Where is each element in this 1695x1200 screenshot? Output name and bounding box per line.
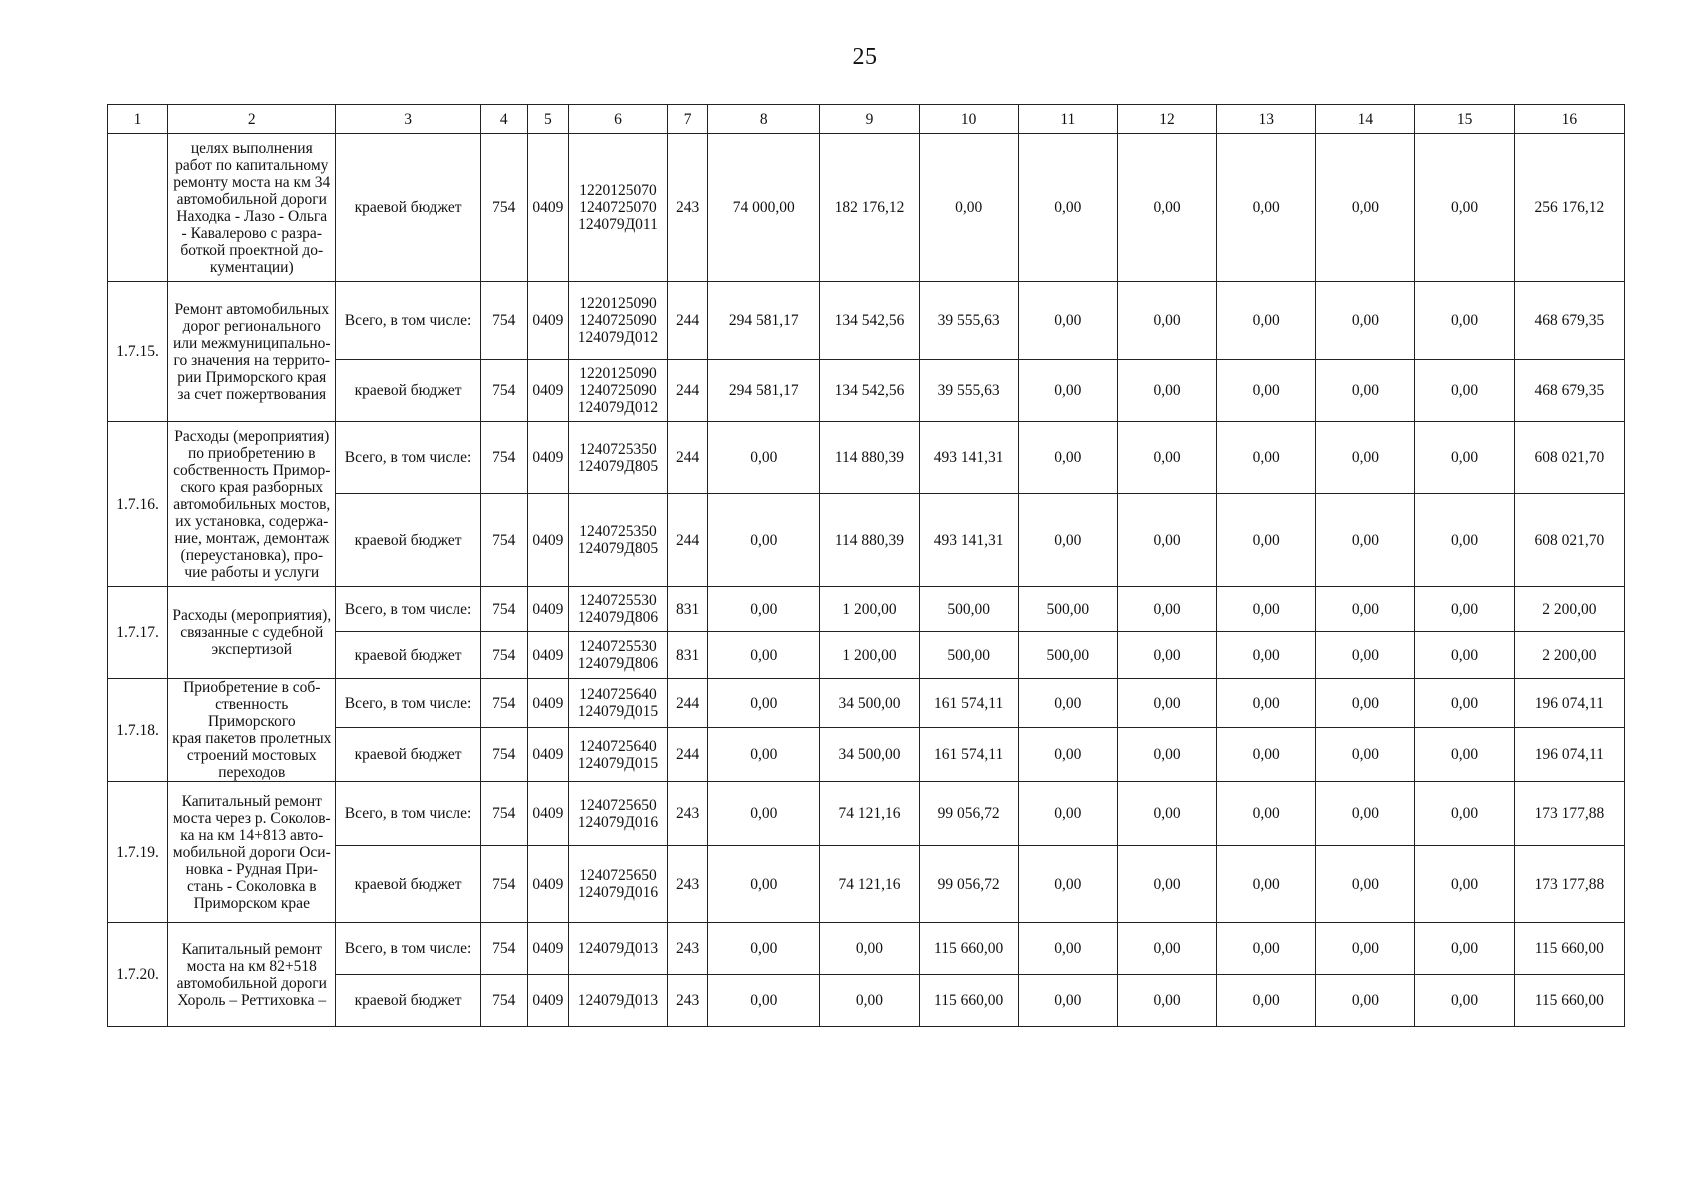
year-amount: 0,00: [1018, 728, 1117, 782]
expense-type-code: 831: [668, 587, 708, 632]
ministry-code: 754: [480, 494, 527, 587]
year-amount: 500,00: [919, 632, 1018, 679]
year-amount: 0,00: [708, 679, 820, 728]
funding-source: краевой бюджет: [336, 360, 480, 422]
year-amount: 0,00: [1316, 282, 1415, 360]
expense-type-code: 244: [668, 422, 708, 494]
section-code: 0409: [527, 632, 568, 679]
year-amount: 0,00: [1217, 587, 1316, 632]
item-name: Капитальный ремонт моста через р. Соколов- ка на км 14+813 авто- мобильной дороги Оси- новка - Рудная При- стань - Соколовка в Приморском крае: [168, 782, 336, 923]
table-row: [108, 494, 1625, 587]
item-number: 1.7.15.: [108, 282, 168, 422]
item-number: 1.7.17.: [108, 587, 168, 679]
year-amount: 0,00: [1316, 975, 1415, 1027]
total-amount: 115 660,00: [1514, 923, 1624, 975]
funding-source: краевой бюджет: [336, 134, 480, 282]
funding-source: краевой бюджет: [336, 846, 480, 923]
year-amount: 0,00: [708, 923, 820, 975]
total-amount: 196 074,11: [1514, 728, 1624, 782]
year-amount: 0,00: [708, 782, 820, 846]
year-amount: 0,00: [1018, 846, 1117, 923]
total-amount: 468 679,35: [1514, 282, 1624, 360]
expense-type-code: 244: [668, 728, 708, 782]
target-article-code: 1220125090 1240725090 124079Д012: [568, 360, 667, 422]
item-name: Приобретение в соб- ственность Приморского края пакетов пролетных строений мостовых переходов: [168, 679, 336, 782]
year-amount: 0,00: [708, 494, 820, 587]
item-name: Расходы (мероприятия), связанные с судебной экспертизой: [168, 587, 336, 679]
funding-source: краевой бюджет: [336, 728, 480, 782]
year-amount: 0,00: [1018, 282, 1117, 360]
table-row: [108, 975, 1625, 1027]
column-header: 9: [820, 105, 919, 134]
ministry-code: 754: [480, 282, 527, 360]
total-amount: 608 021,70: [1514, 422, 1624, 494]
year-amount: 500,00: [919, 587, 1018, 632]
year-amount: 0,00: [1117, 846, 1216, 923]
ministry-code: 754: [480, 632, 527, 679]
year-amount: 294 581,17: [708, 282, 820, 360]
column-header: 16: [1514, 105, 1624, 134]
section-code: 0409: [527, 923, 568, 975]
target-article-code: 1240725650 124079Д016: [568, 846, 667, 923]
year-amount: 0,00: [708, 632, 820, 679]
total-amount: 608 021,70: [1514, 494, 1624, 587]
year-amount: 0,00: [1316, 134, 1415, 282]
section-code: 0409: [527, 422, 568, 494]
year-amount: 161 574,11: [919, 728, 1018, 782]
section-code: 0409: [527, 728, 568, 782]
year-amount: 114 880,39: [820, 494, 919, 587]
year-amount: 0,00: [1018, 975, 1117, 1027]
funding-source: Всего, в том числе:: [336, 422, 480, 494]
ministry-code: 754: [480, 587, 527, 632]
year-amount: 0,00: [708, 975, 820, 1027]
year-amount: 493 141,31: [919, 494, 1018, 587]
year-amount: 99 056,72: [919, 782, 1018, 846]
year-amount: 0,00: [1018, 134, 1117, 282]
year-amount: 34 500,00: [820, 728, 919, 782]
page-number: 25: [852, 44, 878, 70]
target-article-code: 1240725640 124079Д015: [568, 728, 667, 782]
funding-source: краевой бюджет: [336, 632, 480, 679]
expense-type-code: 243: [668, 134, 708, 282]
year-amount: 0,00: [1316, 782, 1415, 846]
column-header: 12: [1117, 105, 1216, 134]
year-amount: 0,00: [1415, 632, 1514, 679]
table-row: [108, 728, 1625, 782]
ministry-code: 754: [480, 134, 527, 282]
year-amount: 0,00: [708, 422, 820, 494]
year-amount: 0,00: [1217, 494, 1316, 587]
year-amount: 0,00: [1217, 975, 1316, 1027]
year-amount: 0,00: [1316, 422, 1415, 494]
table-body: [108, 134, 1625, 1027]
year-amount: 0,00: [1217, 134, 1316, 282]
year-amount: 74 121,16: [820, 782, 919, 846]
total-amount: 115 660,00: [1514, 975, 1624, 1027]
expense-type-code: 243: [668, 846, 708, 923]
target-article-code: 1240725350 124079Д805: [568, 494, 667, 587]
item-name: Ремонт автомобильных дорог регионального или межмуниципально- го значения на террито- рии Приморского края за счет пожертвования: [168, 282, 336, 422]
funding-source: Всего, в том числе:: [336, 587, 480, 632]
year-amount: 0,00: [1217, 360, 1316, 422]
section-code: 0409: [527, 587, 568, 632]
year-amount: 0,00: [1415, 422, 1514, 494]
table-row: [108, 282, 1625, 360]
year-amount: 0,00: [1117, 360, 1216, 422]
year-amount: 0,00: [1316, 728, 1415, 782]
year-amount: 134 542,56: [820, 360, 919, 422]
year-amount: 0,00: [1117, 782, 1216, 846]
target-article-code: 1240725640 124079Д015: [568, 679, 667, 728]
column-header: 15: [1415, 105, 1514, 134]
total-amount: 173 177,88: [1514, 846, 1624, 923]
section-code: 0409: [527, 846, 568, 923]
column-header: 1: [108, 105, 168, 134]
year-amount: 0,00: [1217, 632, 1316, 679]
year-amount: 0,00: [1117, 679, 1216, 728]
year-amount: 0,00: [1415, 134, 1514, 282]
column-header: 13: [1217, 105, 1316, 134]
year-amount: 0,00: [1018, 360, 1117, 422]
year-amount: 115 660,00: [919, 975, 1018, 1027]
year-amount: 0,00: [1217, 679, 1316, 728]
year-amount: 0,00: [1415, 494, 1514, 587]
year-amount: 39 555,63: [919, 282, 1018, 360]
section-code: 0409: [527, 282, 568, 360]
year-amount: 0,00: [1316, 923, 1415, 975]
section-code: 0409: [527, 134, 568, 282]
year-amount: 39 555,63: [919, 360, 1018, 422]
year-amount: 161 574,11: [919, 679, 1018, 728]
table-row: [108, 134, 1625, 282]
year-amount: 0,00: [708, 846, 820, 923]
year-amount: 0,00: [1415, 282, 1514, 360]
section-code: 0409: [527, 360, 568, 422]
section-code: 0409: [527, 679, 568, 728]
expense-type-code: 243: [668, 782, 708, 846]
ministry-code: 754: [480, 975, 527, 1027]
table-row: [108, 587, 1625, 632]
year-amount: 0,00: [1117, 923, 1216, 975]
column-header: 2: [168, 105, 336, 134]
year-amount: 1 200,00: [820, 632, 919, 679]
item-number: 1.7.19.: [108, 782, 168, 923]
item-name: Капитальный ремонт моста на км 82+518 автомобильной дороги Хороль – Реттиховка –: [168, 923, 336, 1027]
header-row: [108, 105, 1625, 134]
year-amount: 0,00: [1415, 923, 1514, 975]
item-number: [108, 134, 168, 282]
funding-source: Всего, в том числе:: [336, 782, 480, 846]
year-amount: 0,00: [1415, 587, 1514, 632]
year-amount: 0,00: [1217, 422, 1316, 494]
funding-source: Всего, в том числе:: [336, 923, 480, 975]
year-amount: 0,00: [1316, 632, 1415, 679]
ministry-code: 754: [480, 923, 527, 975]
expense-type-code: 244: [668, 282, 708, 360]
year-amount: 1 200,00: [820, 587, 919, 632]
year-amount: 0,00: [1217, 728, 1316, 782]
total-amount: 2 200,00: [1514, 587, 1624, 632]
target-article-code: 124079Д013: [568, 923, 667, 975]
year-amount: 74 000,00: [708, 134, 820, 282]
year-amount: 134 542,56: [820, 282, 919, 360]
table-row: [108, 360, 1625, 422]
year-amount: 0,00: [1117, 422, 1216, 494]
expense-type-code: 244: [668, 360, 708, 422]
year-amount: 74 121,16: [820, 846, 919, 923]
table-row: [108, 679, 1625, 728]
year-amount: 0,00: [708, 728, 820, 782]
expense-type-code: 244: [668, 494, 708, 587]
item-number: 1.7.20.: [108, 923, 168, 1027]
item-number: 1.7.16.: [108, 422, 168, 587]
year-amount: 0,00: [1316, 494, 1415, 587]
table-row: [108, 632, 1625, 679]
year-amount: 0,00: [1217, 282, 1316, 360]
total-amount: 196 074,11: [1514, 679, 1624, 728]
target-article-code: 1240725530 124079Д806: [568, 632, 667, 679]
year-amount: 0,00: [1316, 587, 1415, 632]
column-header: 8: [708, 105, 820, 134]
target-article-code: 1240725530 124079Д806: [568, 587, 667, 632]
target-article-code: 1220125090 1240725090 124079Д012: [568, 282, 667, 360]
year-amount: 294 581,17: [708, 360, 820, 422]
column-header: 5: [527, 105, 568, 134]
target-article-code: 124079Д013: [568, 975, 667, 1027]
total-amount: 256 176,12: [1514, 134, 1624, 282]
expense-type-code: 244: [668, 679, 708, 728]
year-amount: 0,00: [1117, 282, 1216, 360]
expense-type-code: 831: [668, 632, 708, 679]
column-header: 4: [480, 105, 527, 134]
column-header: 14: [1316, 105, 1415, 134]
total-amount: 2 200,00: [1514, 632, 1624, 679]
total-amount: 468 679,35: [1514, 360, 1624, 422]
table-row: [108, 846, 1625, 923]
year-amount: 114 880,39: [820, 422, 919, 494]
item-number: 1.7.18.: [108, 679, 168, 782]
year-amount: 0,00: [1117, 494, 1216, 587]
year-amount: 0,00: [708, 587, 820, 632]
year-amount: 0,00: [1316, 360, 1415, 422]
year-amount: 0,00: [1217, 846, 1316, 923]
year-amount: 0,00: [1217, 923, 1316, 975]
year-amount: 0,00: [1415, 975, 1514, 1027]
year-amount: 0,00: [1117, 632, 1216, 679]
column-header: 7: [668, 105, 708, 134]
ministry-code: 754: [480, 679, 527, 728]
ministry-code: 754: [480, 728, 527, 782]
year-amount: 0,00: [1018, 923, 1117, 975]
year-amount: 99 056,72: [919, 846, 1018, 923]
column-header: 6: [568, 105, 667, 134]
year-amount: 0,00: [1415, 728, 1514, 782]
column-header: 3: [336, 105, 480, 134]
ministry-code: 754: [480, 782, 527, 846]
year-amount: 182 176,12: [820, 134, 919, 282]
ministry-code: 754: [480, 360, 527, 422]
year-amount: 0,00: [1415, 782, 1514, 846]
section-code: 0409: [527, 975, 568, 1027]
expense-type-code: 243: [668, 975, 708, 1027]
year-amount: 0,00: [1415, 679, 1514, 728]
item-name: целях выполнения работ по капитальному ремонту моста на км 34 автомобильной дороги Находка - Лазо - Ольга - Кавалерово с разра- боткой проектной до- кументации): [168, 134, 336, 282]
year-amount: 0,00: [1018, 422, 1117, 494]
year-amount: 493 141,31: [919, 422, 1018, 494]
funding-source: Всего, в том числе:: [336, 679, 480, 728]
year-amount: 500,00: [1018, 632, 1117, 679]
year-amount: 0,00: [1316, 846, 1415, 923]
year-amount: 0,00: [1415, 846, 1514, 923]
funding-source: Всего, в том числе:: [336, 282, 480, 360]
section-code: 0409: [527, 494, 568, 587]
year-amount: 0,00: [1316, 679, 1415, 728]
table-row: [108, 782, 1625, 846]
target-article-code: 1240725650 124079Д016: [568, 782, 667, 846]
year-amount: 0,00: [820, 975, 919, 1027]
budget-table: [107, 104, 1625, 1027]
year-amount: 0,00: [1018, 782, 1117, 846]
year-amount: 0,00: [820, 923, 919, 975]
year-amount: 0,00: [1117, 587, 1216, 632]
year-amount: 0,00: [1117, 728, 1216, 782]
year-amount: 115 660,00: [919, 923, 1018, 975]
year-amount: 0,00: [1018, 494, 1117, 587]
funding-source: краевой бюджет: [336, 975, 480, 1027]
year-amount: 0,00: [919, 134, 1018, 282]
section-code: 0409: [527, 782, 568, 846]
year-amount: 0,00: [1415, 360, 1514, 422]
year-amount: 34 500,00: [820, 679, 919, 728]
ministry-code: 754: [480, 422, 527, 494]
ministry-code: 754: [480, 846, 527, 923]
table-row: [108, 923, 1625, 975]
year-amount: 500,00: [1018, 587, 1117, 632]
item-name: Расходы (мероприятия) по приобретению в собственность Примор- ского края разборных автомобильных мостов, их установка, содержа- ние, монтаж, демонтаж (переустановка), про- чие работы и услуги: [168, 422, 336, 587]
year-amount: 0,00: [1117, 975, 1216, 1027]
column-header: 11: [1018, 105, 1117, 134]
target-article-code: 1220125070 1240725070 124079Д011: [568, 134, 667, 282]
year-amount: 0,00: [1117, 134, 1216, 282]
table-row: [108, 422, 1625, 494]
year-amount: 0,00: [1217, 782, 1316, 846]
expense-type-code: 243: [668, 923, 708, 975]
funding-source: краевой бюджет: [336, 494, 480, 587]
target-article-code: 1240725350 124079Д805: [568, 422, 667, 494]
column-header: 10: [919, 105, 1018, 134]
total-amount: 173 177,88: [1514, 782, 1624, 846]
year-amount: 0,00: [1018, 679, 1117, 728]
